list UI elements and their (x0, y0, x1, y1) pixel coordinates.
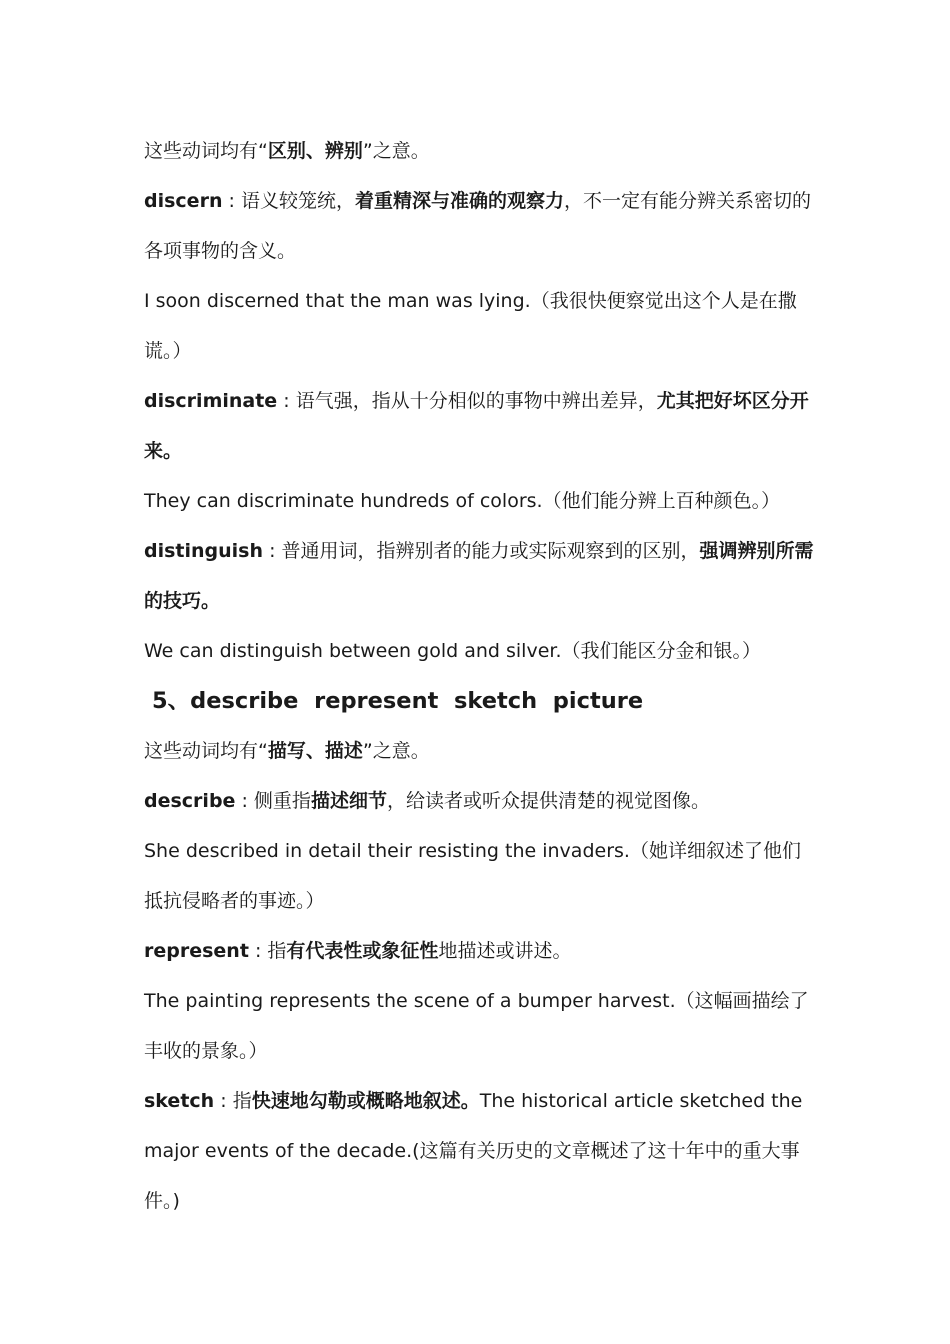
definition-describe (144, 776, 816, 826)
definition-sketch (144, 1076, 816, 1226)
example-discriminate: They can discriminate hundreds of colors.（他们能分辨上百种颜色。） (144, 490, 781, 512)
intro-keyword: 区别、辨别 (267, 140, 363, 162)
term-discern: discern (144, 190, 223, 212)
intro-keyword: 描写、描述 (267, 740, 363, 762)
definition-text: ，给读者或听众提供清楚的视觉图像。 (386, 790, 710, 812)
definition-text: 语义较笼统， (240, 190, 355, 212)
separator: : (248, 940, 268, 962)
definition-text: 语气强，指从十分相似的事物中辨出差异， (295, 390, 657, 412)
definition-text: 指 (232, 1090, 252, 1112)
intro-text-end: ”之意。 (362, 740, 430, 762)
intro-text: 这些动词均有“ (144, 740, 268, 762)
definition-discern (144, 176, 816, 276)
separator: : (214, 1090, 233, 1112)
separator: : (277, 390, 296, 412)
term-discriminate: discriminate (144, 390, 278, 412)
definition-text: 普通用词，指辨别者的能力或实际观察到的区别， (281, 540, 700, 562)
separator: : (263, 540, 282, 562)
definition-text: 指 (267, 940, 287, 962)
definition-text: 地描述或讲述。 (438, 940, 572, 962)
example-distinguish: We can distinguish between gold and silver.（我们能区分金和银。） (144, 640, 761, 662)
separator: : (222, 190, 241, 212)
definition-emphasis: 有代表性或象征性 (286, 940, 439, 962)
definition-emphasis: 强调辨别所需的技巧。 (144, 540, 814, 612)
definition-emphasis: 尤其把好坏区分开来。 (144, 390, 809, 462)
separator: : (235, 790, 254, 812)
term-describe: describe (144, 790, 236, 812)
term-distinguish: distinguish (144, 540, 264, 562)
example-represent: The painting represents the scene of a bumper harvest.（这幅画描绘了丰收的景象。） (144, 990, 809, 1062)
section5-heading: 5、describe represent sketch picture (152, 688, 644, 714)
section5-intro (144, 726, 816, 776)
definition-text: 侧重指 (253, 790, 311, 812)
definition-emphasis: 快速地勾勒或概略地叙述。 (251, 1090, 480, 1112)
example-describe: She described in detail their resisting the invaders.（她详细叙述了他们抵抗侵略者的事迹。） (144, 840, 801, 912)
definition-discriminate (144, 376, 816, 476)
definition-text: ，不一定有能分辨关系密切的各项事物的含义。 (144, 190, 811, 262)
document-body (144, 126, 816, 1226)
example-discern: I soon discerned that the man was lying.（我很快便察觉出这个人是在撒谎。） (144, 290, 797, 362)
section4-intro (144, 126, 816, 176)
term-sketch: sketch (144, 1090, 215, 1112)
example-sketch: The historical article sketched the major events of the decade.(这篇有关历史的文章概述了这十年中的重大事件。) (144, 1090, 803, 1212)
definition-represent (144, 926, 816, 976)
intro-text-end: ”之意。 (362, 140, 430, 162)
definition-distinguish (144, 526, 816, 626)
intro-text: 这些动词均有“ (144, 140, 268, 162)
term-represent: represent (144, 940, 249, 962)
definition-emphasis: 描述细节 (310, 790, 387, 812)
definition-emphasis: 着重精深与准确的观察力 (354, 190, 564, 212)
